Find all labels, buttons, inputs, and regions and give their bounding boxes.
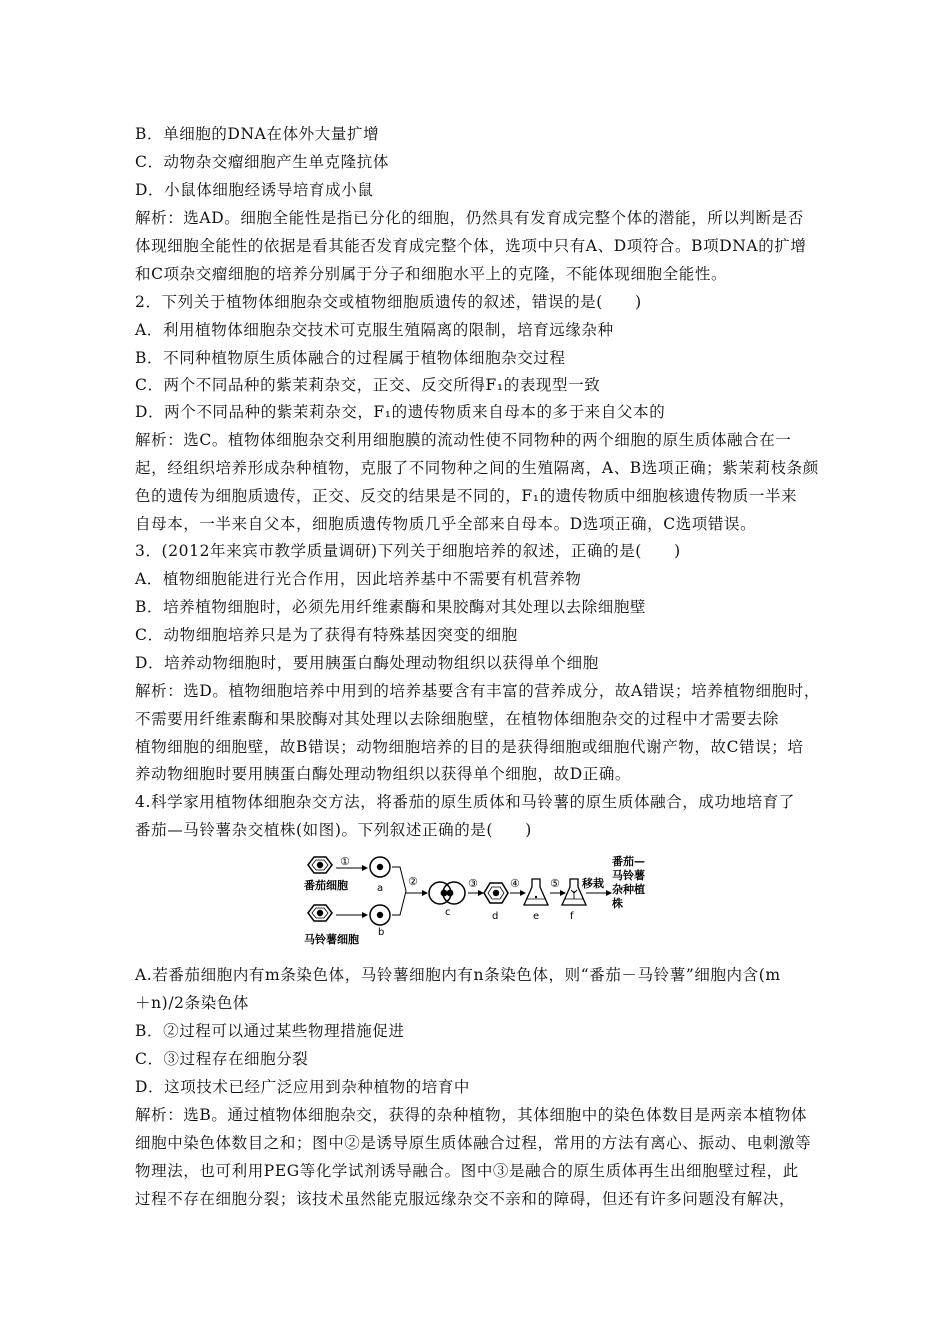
text-line: 和C项杂交瘤细胞的培养分别属于分子和细胞水平上的克隆，不能体现细胞全能性。	[135, 265, 728, 283]
text-line: B．单细胞的DNA在体外大量扩增	[135, 125, 380, 143]
result-label-line-3: 杂种植	[612, 883, 645, 896]
result-label-line-1: 番茄—	[612, 855, 645, 868]
text-line: 解析：选B。通过植物体细胞杂交，获得的杂种植物，其体细胞中的染色体数目是两亲本植物体	[135, 1106, 808, 1124]
text-line: 植物细胞的细胞壁，故B错误；动物细胞培养的目的是获得细胞或细胞代谢产物，故C错误；培	[135, 738, 804, 756]
option-line: D．两个不同品种的紫茉莉杂交，F₁的遗传物质来自母本的多于来自父本的	[135, 403, 666, 421]
option-line: B．②过程可以通过某些物理措施促进	[135, 1022, 405, 1040]
text-line: 不需要用纤维素酶和果胶酶对其处理以去除细胞壁，在植物体细胞杂交的过程中才需要去除	[135, 710, 780, 728]
hybridization-diagram	[300, 853, 660, 949]
result-label-line-2: 马铃薯	[612, 869, 645, 882]
tomato-cell-label: 番茄细胞	[304, 879, 348, 892]
text-line: ＋n)/2条染色体	[135, 994, 250, 1012]
transplant-label: 移栽	[582, 877, 604, 890]
label-f: f	[570, 911, 574, 922]
option-line: A．植物细胞能进行光合作用，因此培养基中不需要有机营养物	[135, 570, 582, 588]
hybrid-cell-icon	[484, 883, 508, 903]
text-line: C．动物杂交瘤细胞产生单克隆抗体	[135, 153, 389, 171]
label-d: d	[492, 911, 499, 922]
text-line: 色的遗传为细胞质遗传，正交、反交的结果是不同的，F₁的遗传物质中细胞核遗传物质一半来	[135, 487, 798, 505]
step-1-label: ①	[340, 855, 350, 868]
step-4-label: ④	[510, 877, 520, 890]
text-line: D．小鼠体细胞经诱导培育成小鼠	[135, 181, 374, 199]
fused-protoplast-icon	[429, 882, 465, 904]
step-3-label: ③	[468, 877, 478, 890]
option-line: D．这项技术已经广泛应用到杂种植物的培育中	[135, 1078, 471, 1096]
text-line: 过程不存在细胞分裂；该技术虽然能克服远缘杂交不亲和的障碍，但还有许多问题没有解决，	[135, 1190, 796, 1208]
option-line: A.若番茄细胞内有m条染色体，马铃薯细胞内有n条染色体，则“番茄－马铃薯”细胞内含(m	[135, 966, 781, 984]
label-b: b	[378, 927, 385, 938]
text-line: 自母本，一半来自父本，细胞质遗传物质几乎全部来自母本。D选项正确，C选项错误。	[135, 515, 757, 533]
question-3: 3．(2012年来宾市教学质量调研)下列关于细胞培养的叙述，正确的是( )	[135, 542, 681, 560]
question-4: 4.科学家用植物体细胞杂交方法，将番茄的原生质体和马铃薯的原生质体融合，成功地培育了	[135, 793, 795, 811]
label-c: c	[445, 907, 451, 918]
protoplast-b-icon	[370, 905, 390, 925]
option-line: B．培养植物细胞时，必须先用纤维素酶和果胶酶对其处理以去除细胞壁	[135, 598, 647, 616]
option-line: A．利用植物体细胞杂交技术可克服生殖隔离的限制，培育远缘杂种	[135, 321, 614, 339]
text-line: 体现细胞全能性的依据是看其能否发育成完整个体，选项中只有A、D项符合。B项DNA的扩增	[135, 237, 807, 255]
text-line: 物理法，也可利用PEG等化学试剂诱导融合。图中③是融合的原生质体再生出细胞壁过程，此	[135, 1162, 799, 1180]
result-label-line-4: 株	[612, 897, 623, 910]
culture-flask-e-icon	[524, 879, 548, 905]
tomato-cell-icon	[308, 857, 332, 873]
text-line: 解析：选AD。细胞全能性是指已分化的细胞，仍然具有发育成完整个体的潜能，所以判断是否	[135, 209, 804, 227]
text-line: 番茄—马铃薯杂交植株(如图)。下列叙述正确的是( )	[135, 821, 532, 839]
option-line: B．不同种植物原生质体融合的过程属于植物体细胞杂交过程	[135, 349, 566, 367]
label-a: a	[377, 883, 384, 894]
text-line: 解析：选C。植物体细胞杂交利用细胞膜的流动性使不同物种的两个细胞的原生质体融合在一	[135, 431, 792, 449]
question-2: 2．下列关于植物体细胞杂交或植物细胞质遗传的叙述，错误的是( )	[135, 293, 642, 311]
text-line: 起，经组织培养形成杂种植物，克服了不同物种之间的生殖隔离，A、B选项正确；紫茉莉枝条颜	[135, 459, 819, 477]
option-line: C．动物细胞培养只是为了获得有特殊基因突变的细胞	[135, 626, 518, 644]
potato-cell-label: 马铃薯细胞	[304, 933, 359, 946]
label-e: e	[533, 911, 540, 922]
step-2-label: ②	[408, 875, 418, 888]
text-line: 解析：选D。植物细胞培养中用到的培养基要含有丰富的营养成分，故A错误；培养植物细胞时，	[135, 682, 820, 700]
option-line: D．培养动物细胞时，要用胰蛋白酶处理动物组织以获得单个细胞	[135, 654, 599, 672]
text-line: 细胞中染色体数目之和；图中②是诱导原生质体融合过程，常用的方法有离心、振动、电刺激等	[135, 1134, 812, 1152]
step-5-label: ⑤	[550, 877, 560, 890]
potato-cell-icon	[308, 905, 332, 921]
protoplast-a-icon	[370, 857, 390, 877]
option-line: C．两个不同品种的紫茉莉杂交，正交、反交所得F₁的表现型一致	[135, 376, 601, 394]
text-line: 养动物细胞时要用胰蛋白酶处理动物组织以获得单个细胞，故D正确。	[135, 765, 632, 783]
option-line: C．③过程存在细胞分裂	[135, 1050, 309, 1068]
